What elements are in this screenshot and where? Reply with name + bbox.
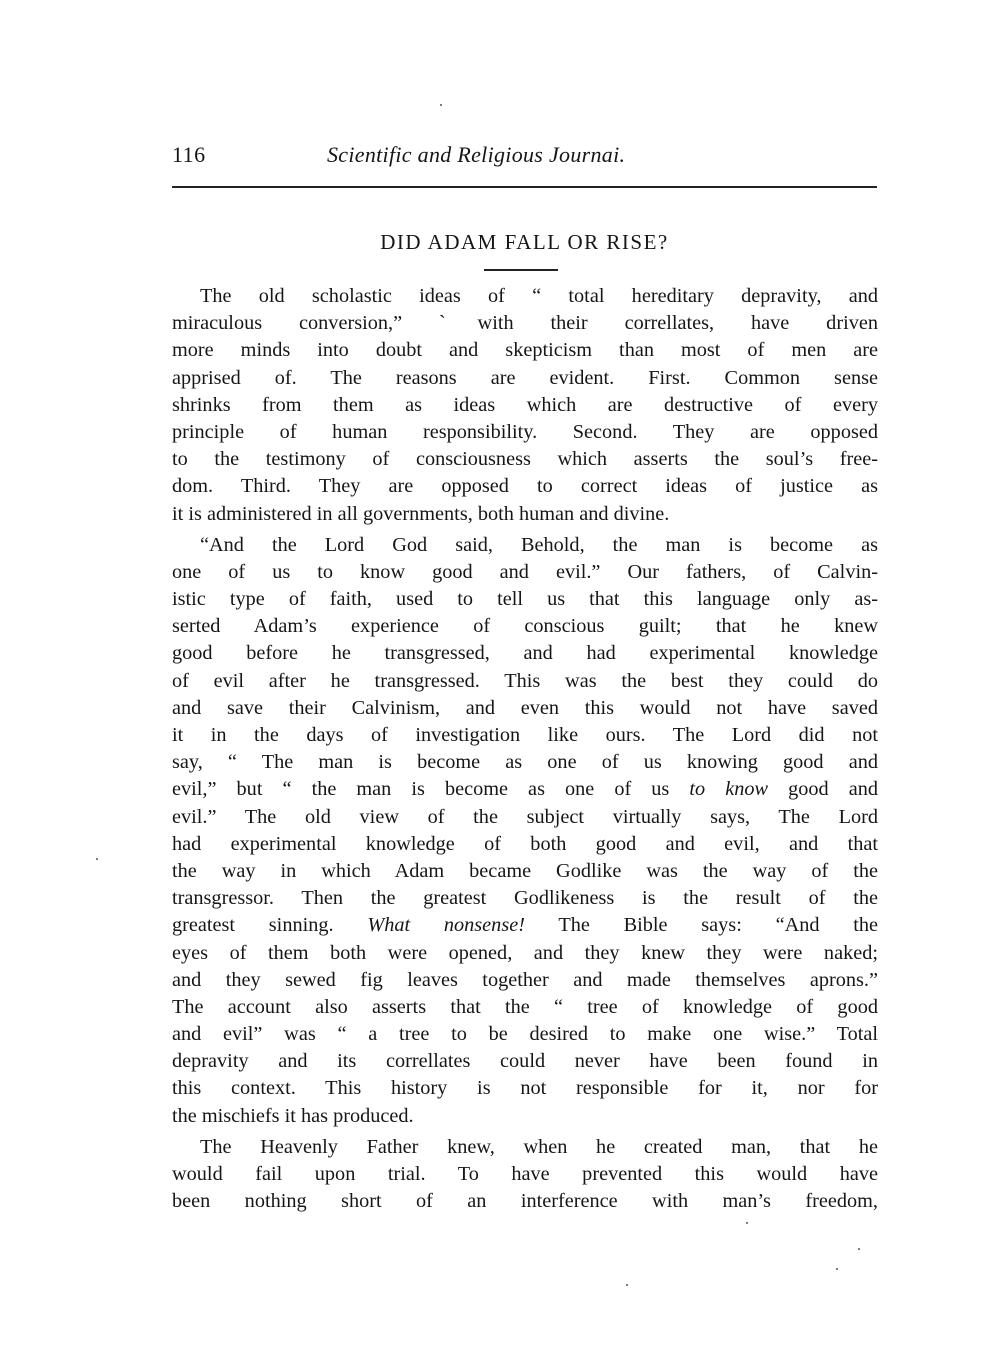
text-line: the way in which Adam became Godlike was the way of the	[172, 859, 878, 882]
text-line: and evil” was “ a tree to be desired to make one wise.” Total	[172, 1023, 878, 1046]
italic-phrase: What nonsense!	[367, 914, 525, 937]
text-line: had experimental knowledge of both good and evil, and that	[172, 832, 878, 855]
paragraph-2	[172, 532, 878, 1130]
header-rule	[172, 186, 877, 188]
text-line: shrinks from them as ideas which are destructive of every	[172, 393, 878, 416]
text-line: istic type of faith, used to tell us that this language only as-	[172, 588, 878, 611]
text-segment: greatest sinning.	[172, 914, 368, 937]
scan-speck	[440, 104, 442, 106]
text-line: one of us to know good and evil.” Our fathers, of Calvin-	[172, 560, 878, 583]
text-line: would fail upon trial. To have prevented this would have	[172, 1163, 878, 1185]
running-head	[172, 142, 877, 174]
text-line: miraculous conversion,” ˋwith their correllates, have driven	[172, 312, 878, 335]
text-line: eyes of them both were opened, and they knew they were naked;	[172, 941, 878, 964]
text-line: “And the Lord God said, Behold, the man is become as	[200, 533, 878, 556]
article-body	[172, 283, 878, 1215]
text-line: more minds into doubt and skepticism than most of men are	[172, 339, 878, 362]
text-line: of evil after he transgressed. This was the best they could do	[172, 669, 878, 692]
paragraph-1	[172, 283, 878, 528]
text-line: The old scholastic ideas of “ total hereditary depravity, and	[200, 285, 878, 307]
text-line: apprised of. The reasons are evident. First. Common sense	[172, 366, 878, 389]
text-line: it is administered in all governments, both human and divine.	[172, 502, 670, 525]
scan-speck	[858, 1248, 860, 1250]
article-title: DID ADAM FALL OR RISE?	[380, 230, 669, 254]
text-line: depravity and its correllates could never have been found in	[172, 1050, 878, 1073]
text-line: The Heavenly Father knew, when he created man, that he	[200, 1135, 878, 1158]
text-line: transgressor. Then the greatest Godlikeness is the result of the	[172, 887, 878, 910]
italic-phrase: to know	[689, 778, 769, 801]
text-segment: good and	[768, 778, 878, 801]
text-line: and save their Calvinism, and even this would not have saved	[172, 696, 878, 719]
text-line: it in the days of investigation like ours. The Lord did not	[172, 724, 878, 746]
text-line	[172, 912, 878, 939]
scan-speck	[746, 1222, 748, 1224]
page-number: 116	[172, 142, 206, 167]
scan-speck	[626, 1284, 628, 1286]
text-line: principle of human responsibility. Second. They are opposed	[172, 420, 878, 443]
text-line: this context. This history is not responsible for it, nor for	[172, 1077, 878, 1100]
text-segment: The Bible says: “And the	[524, 914, 878, 937]
scan-speck	[96, 858, 98, 860]
text-line: and they sewed fig leaves together and made themselves aprons.”	[172, 968, 878, 991]
scan-speck	[836, 1268, 838, 1270]
text-line: dom. Third. They are opposed to correct ideas of justice as	[172, 475, 878, 498]
text-line: say, “ The man is become as one of us knowing good and	[172, 751, 878, 774]
text-line: The account also asserts that the “ tree of knowledge of good	[172, 995, 878, 1018]
text-line: evil.” The old view of the subject virtually says, The Lord	[172, 805, 878, 828]
text-line	[172, 776, 878, 803]
text-line: been nothing short of an interference with man’s freedom,	[172, 1190, 878, 1213]
title-rule	[484, 269, 558, 271]
text-line: to the testimony of consciousness which asserts the soul’s free-	[172, 448, 878, 471]
journal-title: Scientific and Religious Journai.	[327, 142, 626, 167]
text-line: good before he transgressed, and had experimental knowledge	[172, 642, 878, 665]
text-line: serted Adam’s experience of conscious guilt; that he knew	[172, 615, 878, 638]
text-line: the mischiefs it has produced.	[172, 1104, 414, 1127]
paragraph-3	[172, 1134, 878, 1216]
text-segment: evil,” but “ the man is become as one of us	[172, 778, 690, 801]
